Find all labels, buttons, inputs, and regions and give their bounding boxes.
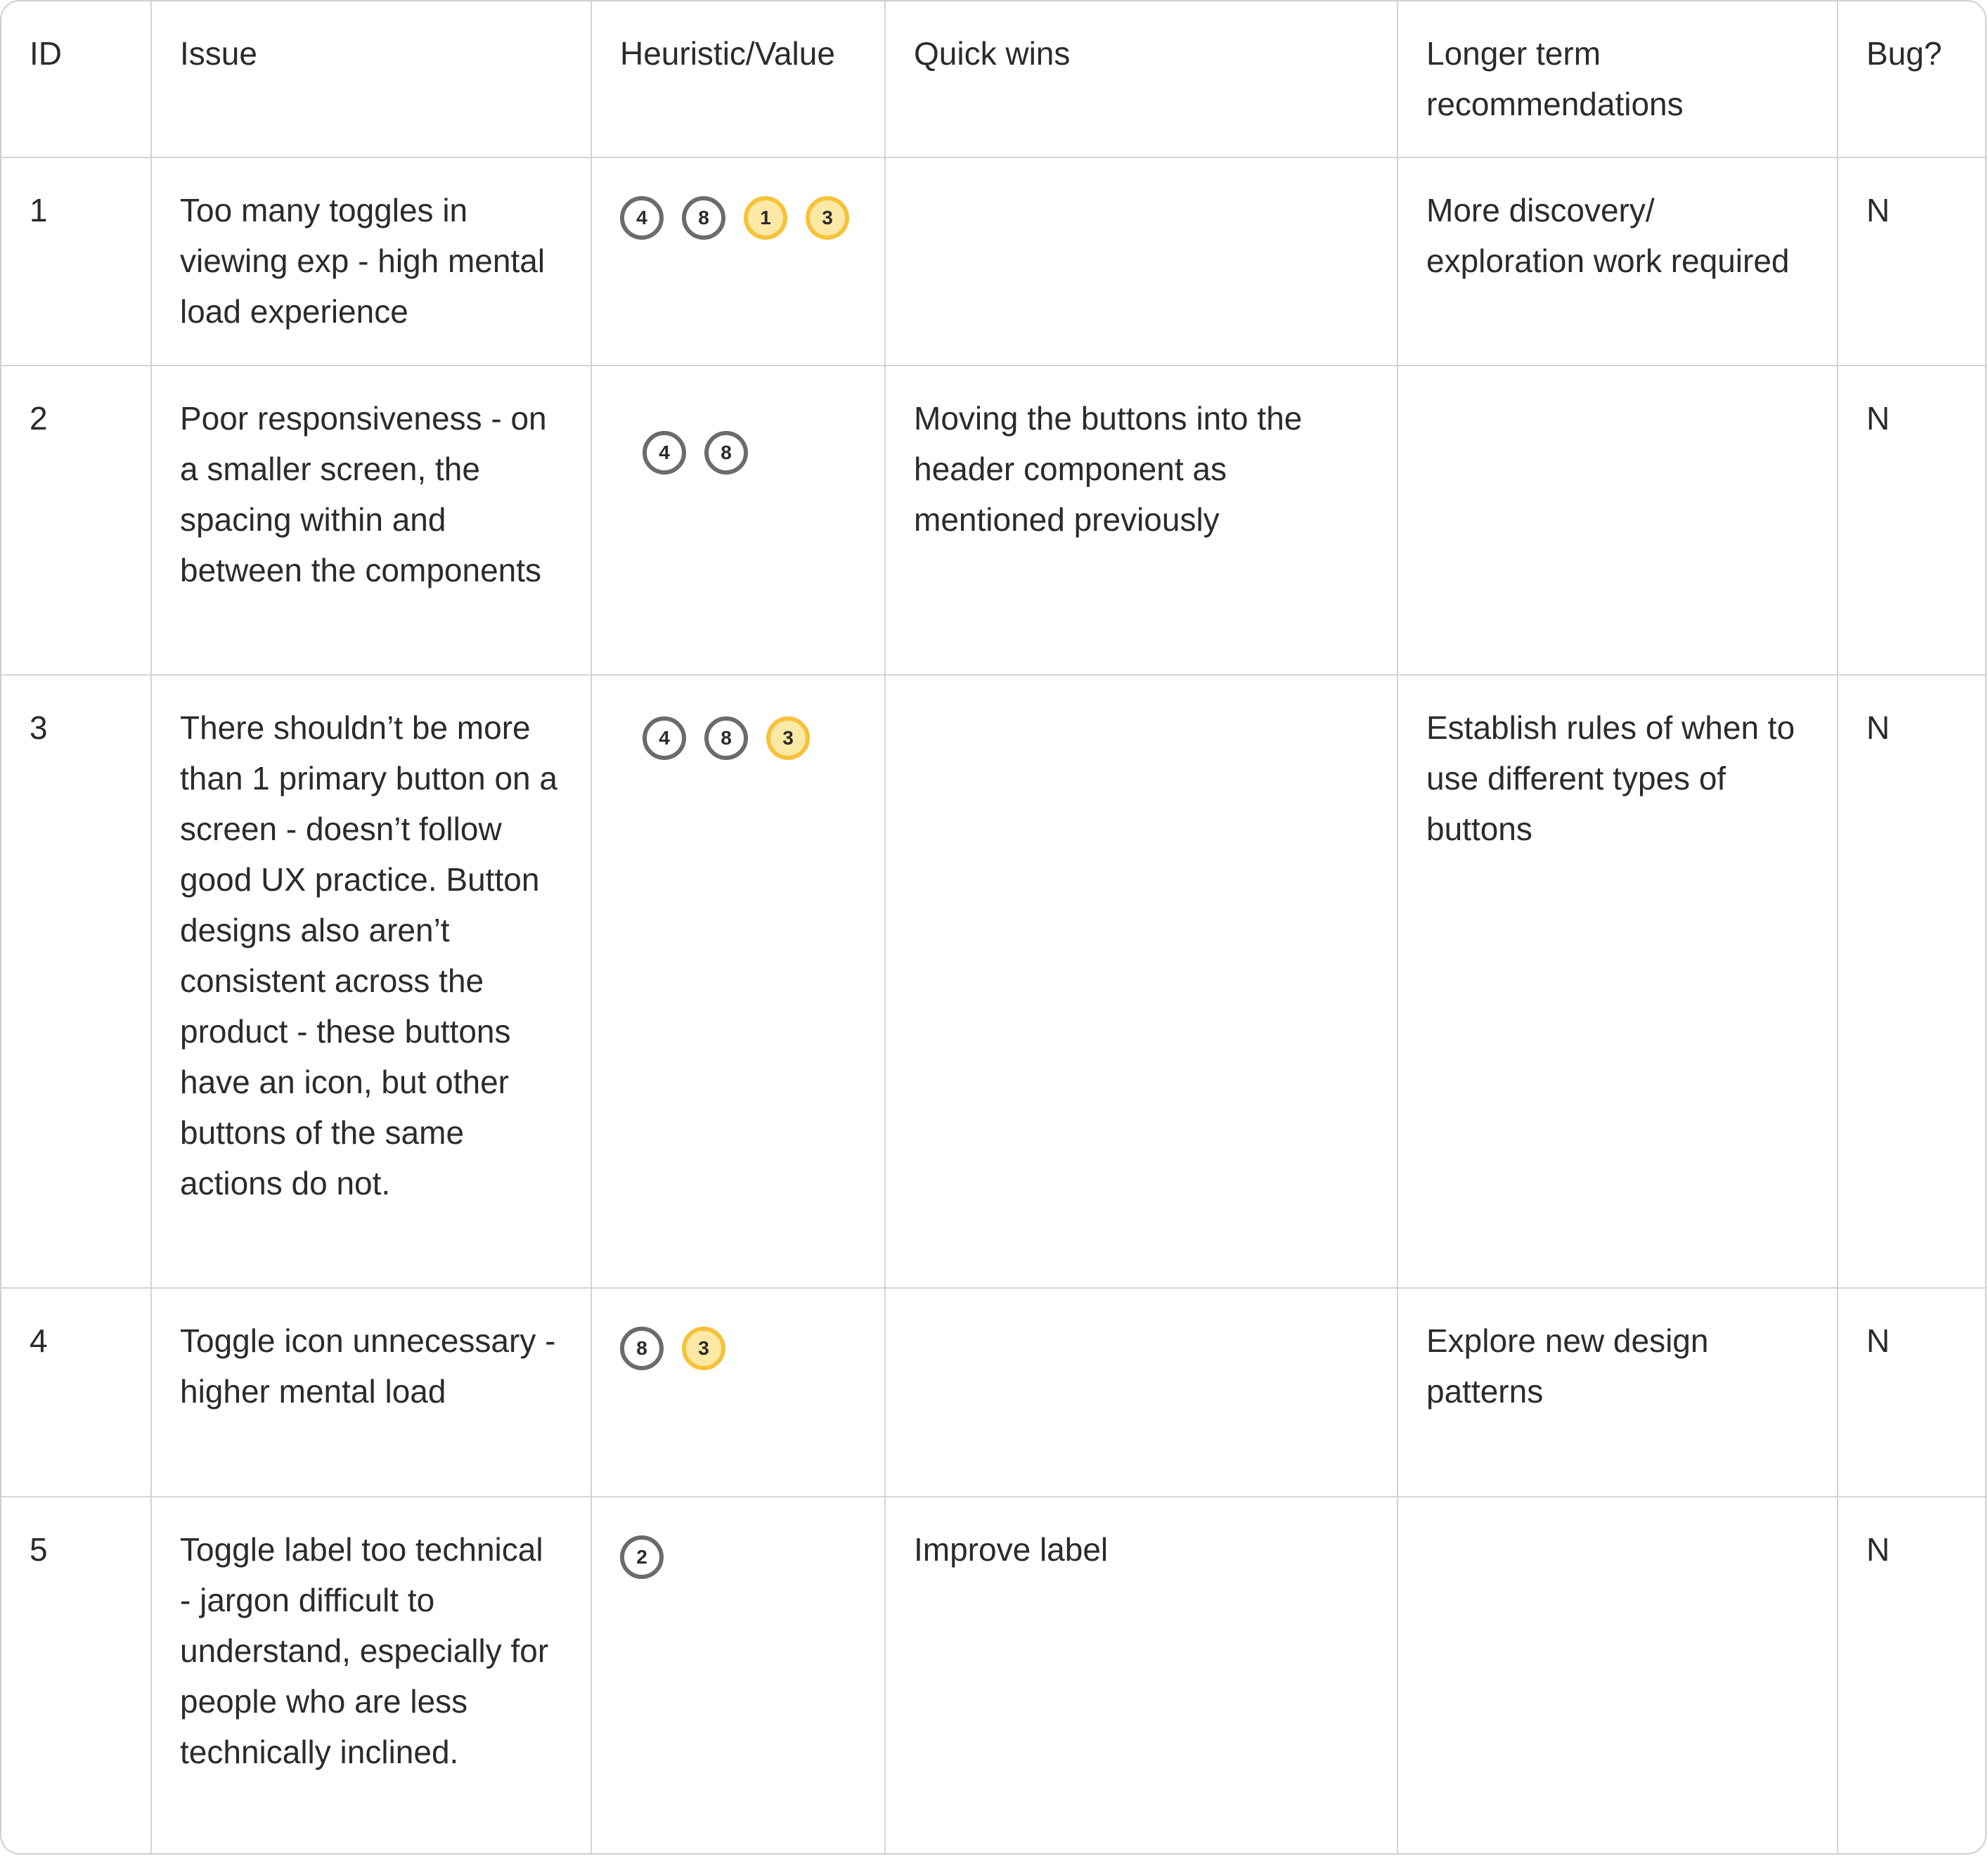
badge-group xyxy=(620,1315,856,1370)
table-header-row xyxy=(1,1,1987,157)
header-heuristic: Heuristic/Value xyxy=(591,1,885,157)
badge-group xyxy=(620,393,856,475)
cell-id: 2 xyxy=(1,366,151,675)
cell-bug: N xyxy=(1838,1497,1987,1855)
cell-longer-term xyxy=(1398,1497,1838,1855)
table-row xyxy=(1,1288,1987,1497)
cell-id: 3 xyxy=(1,675,151,1288)
cell-quick-wins xyxy=(885,157,1398,366)
heuristic-badge: 2 xyxy=(620,1535,664,1579)
value-badge: 1 xyxy=(744,196,787,240)
cell-heuristic xyxy=(591,1497,885,1855)
cell-longer-term: More discovery/ exploration work required xyxy=(1398,157,1838,366)
cell-quick-wins: Improve label xyxy=(885,1497,1398,1855)
cell-quick-wins xyxy=(885,675,1398,1288)
cell-longer-term xyxy=(1398,366,1838,675)
table-row xyxy=(1,1497,1987,1855)
usability-issues-table xyxy=(1,1,1987,1855)
heuristic-badge: 4 xyxy=(643,431,686,475)
cell-bug: N xyxy=(1838,366,1987,675)
header-quick-wins: Quick wins xyxy=(885,1,1398,157)
cell-heuristic xyxy=(591,366,885,675)
header-id: ID xyxy=(1,1,151,157)
cell-issue: Toggle icon unnecessary - higher mental load xyxy=(151,1288,591,1497)
cell-bug: N xyxy=(1838,675,1987,1288)
cell-id: 5 xyxy=(1,1497,151,1855)
cell-heuristic xyxy=(591,1288,885,1497)
cell-quick-wins xyxy=(885,1288,1398,1497)
cell-longer-term: Explore new design patterns xyxy=(1398,1288,1838,1497)
cell-issue: Poor responsiveness - on a smaller screen, the spacing within and between the components xyxy=(151,366,591,675)
cell-issue: Toggle label too technical - jargon difficult to understand, especially for people who are less technically inclined. xyxy=(151,1497,591,1855)
header-bug: Bug? xyxy=(1838,1,1987,157)
value-badge: 3 xyxy=(682,1327,725,1370)
badge-group xyxy=(620,702,856,760)
cell-bug: N xyxy=(1838,1288,1987,1497)
cell-heuristic xyxy=(591,675,885,1288)
badge-group xyxy=(620,185,856,240)
heuristic-badge: 8 xyxy=(620,1327,664,1370)
cell-id: 1 xyxy=(1,157,151,366)
heuristic-badge: 4 xyxy=(643,716,686,760)
header-issue: Issue xyxy=(151,1,591,157)
cell-heuristic xyxy=(591,157,885,366)
heuristic-badge: 4 xyxy=(620,196,664,240)
table-row xyxy=(1,366,1987,675)
value-badge: 3 xyxy=(806,196,849,240)
cell-id: 4 xyxy=(1,1288,151,1497)
cell-quick-wins: Moving the buttons into the header component as mentioned previously xyxy=(885,366,1398,675)
cell-issue: Too many toggles in viewing exp - high mental load experience xyxy=(151,157,591,366)
value-badge: 3 xyxy=(766,716,810,760)
header-longer-term: Longer term recommendations xyxy=(1398,1,1838,157)
cell-issue: There shouldn’t be more than 1 primary button on a screen - doesn’t follow good UX practice. Button designs also aren’t consistent across the product - these buttons have an icon, but other buttons of the same actions do not. xyxy=(151,675,591,1288)
heuristic-badge: 8 xyxy=(704,431,748,475)
cell-bug: N xyxy=(1838,157,1987,366)
heuristic-badge: 8 xyxy=(704,716,748,760)
badge-group xyxy=(620,1524,856,1579)
table-row xyxy=(1,157,1987,366)
heuristic-badge: 8 xyxy=(682,196,725,240)
cell-longer-term: Establish rules of when to use different types of buttons xyxy=(1398,675,1838,1288)
table-row xyxy=(1,675,1987,1288)
